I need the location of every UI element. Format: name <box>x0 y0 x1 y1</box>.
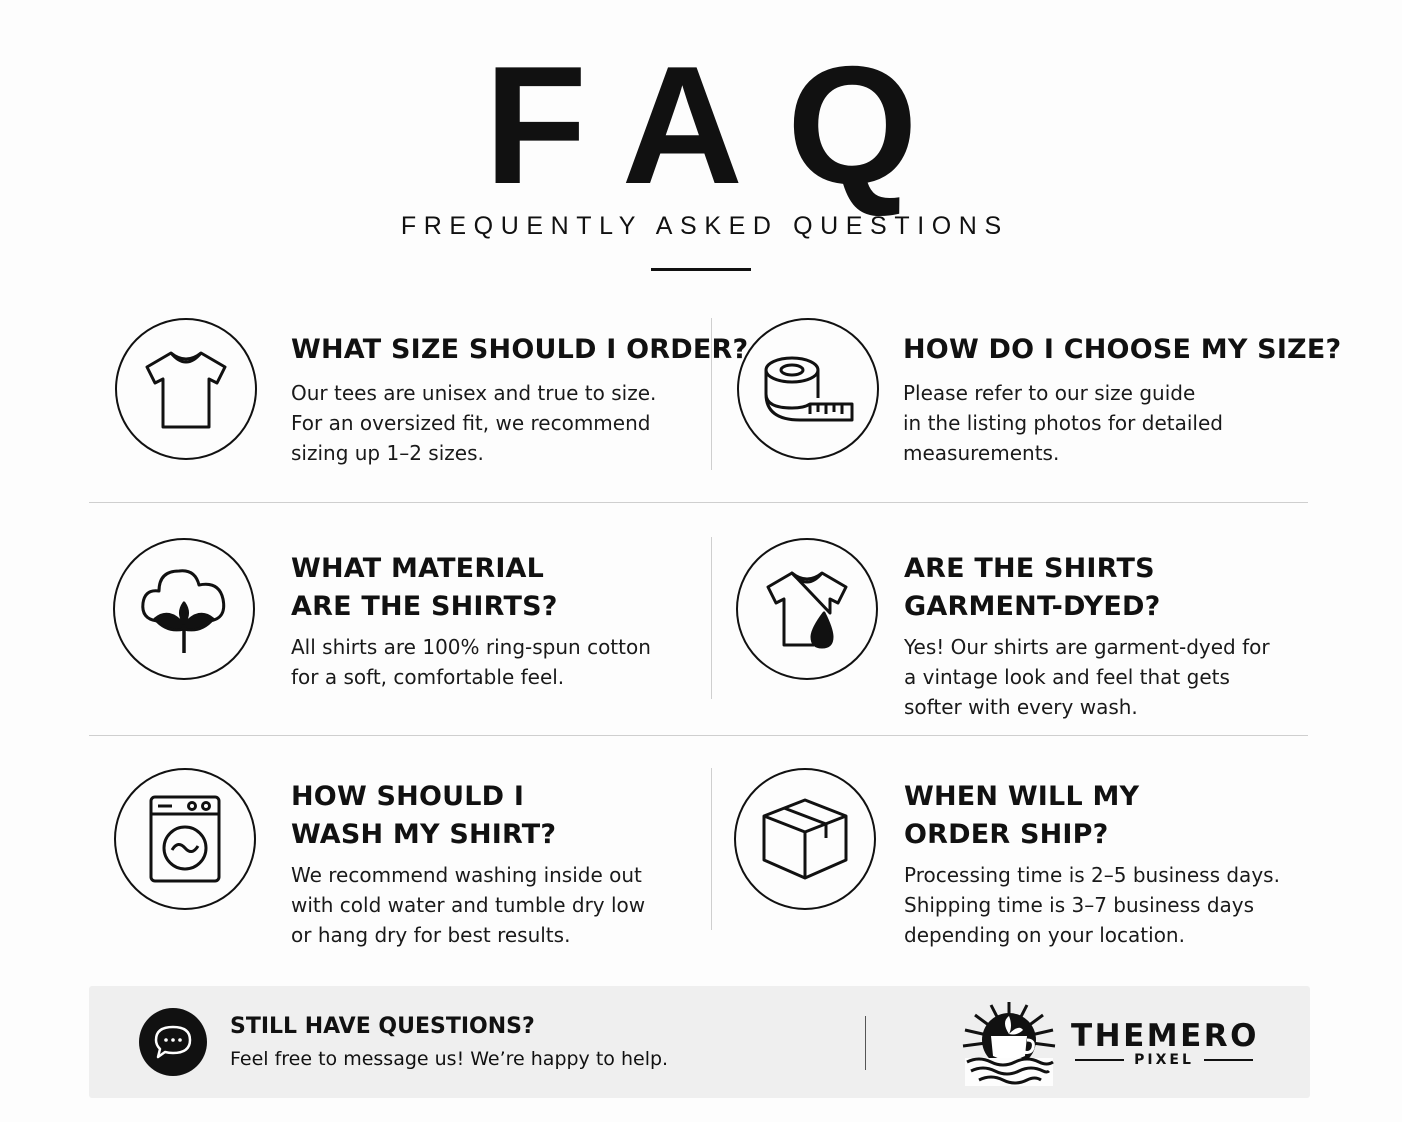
measuring-tape-icon <box>737 318 879 460</box>
contact-footer <box>89 986 1310 1098</box>
brand-logo-icon <box>961 1000 1057 1090</box>
faq-answer: Please refer to our size guide in the listing photos for detailed measurements. <box>903 381 1223 465</box>
footer-title: STILL HAVE QUESTIONS? <box>230 1014 535 1039</box>
title-underline <box>651 268 751 271</box>
footer-divider <box>865 1016 866 1070</box>
faq-answer: Yes! Our shirts are garment-dyed for a vintage look and feel that gets softer with every wash. <box>904 635 1270 719</box>
faq-answer: We recommend washing inside out with cold water and tumble dry low or hang dry for best results. <box>291 863 646 947</box>
brand-rule-left <box>1075 1059 1124 1061</box>
footer-message: Feel free to message us! We’re happy to help. <box>230 1048 669 1070</box>
faq-question: WHAT MATERIAL ARE THE SHIRTS? <box>291 553 558 622</box>
page-title: FAQ <box>484 31 962 219</box>
shipping-box-icon <box>734 768 876 910</box>
faq-question: ARE THE SHIRTS GARMENT-DYED? <box>904 553 1161 622</box>
t-shirt-icon <box>115 318 257 460</box>
row-divider-2 <box>89 735 1308 736</box>
brand-name: THEMERO <box>1071 1018 1260 1054</box>
faq-question: HOW SHOULD I WASH MY SHIRT? <box>291 781 557 850</box>
faq-answer: Processing time is 2–5 business days. Shipping time is 3–7 business days depending on your location. <box>904 863 1280 947</box>
column-divider-2 <box>711 537 712 699</box>
faq-question: WHEN WILL MY ORDER SHIP? <box>904 781 1140 850</box>
washing-machine-icon <box>114 768 256 910</box>
faq-question: WHAT SIZE SHOULD I ORDER? <box>291 334 749 365</box>
page-subtitle: FREQUENTLY ASKED QUESTIONS <box>400 212 1009 240</box>
cotton-flower-icon <box>113 538 255 680</box>
row-divider-1 <box>89 502 1308 503</box>
column-divider-3 <box>711 768 712 930</box>
faq-question: HOW DO I CHOOSE MY SIZE? <box>903 334 1342 365</box>
brand-subtitle-row <box>1075 1052 1253 1068</box>
chat-bubble-icon <box>139 1008 207 1076</box>
faq-answer: Our tees are unisex and true to size. For an oversized fit, we recommend sizing up 1–2 sizes. <box>291 381 657 465</box>
brand-subtitle: PIXEL <box>1134 1052 1194 1068</box>
brand-rule-right <box>1204 1059 1253 1061</box>
dyed-shirt-icon <box>736 538 878 680</box>
faq-answer: All shirts are 100% ring-spun cotton for a soft, comfortable feel. <box>291 635 651 689</box>
